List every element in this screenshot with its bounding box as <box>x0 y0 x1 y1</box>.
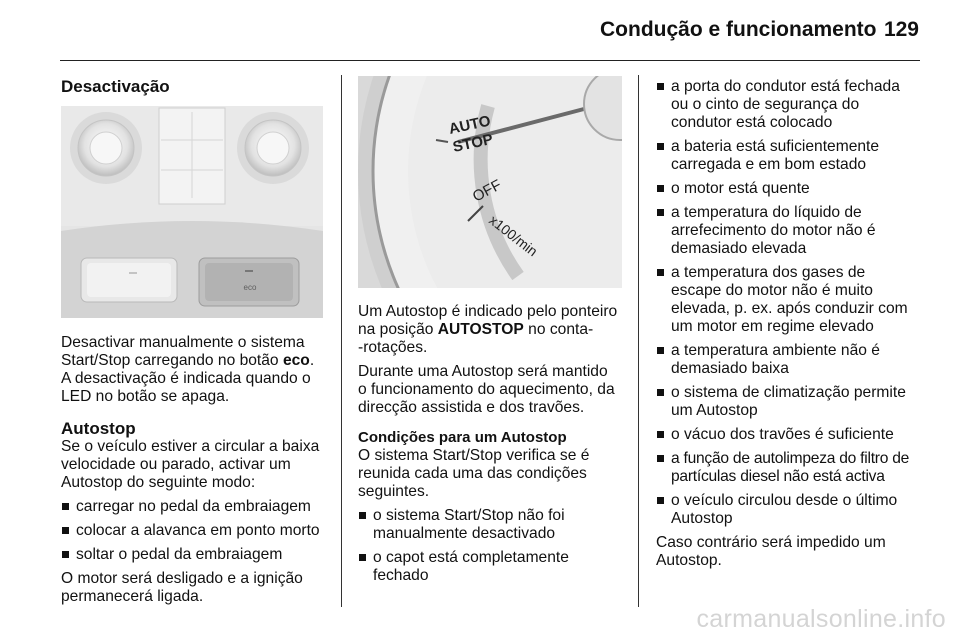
text-line: Caso contrário será impedido um <box>656 534 886 551</box>
text-line: a temperatura do líquido de <box>671 204 862 221</box>
text-line: ou o cinto de segurança do <box>671 96 860 113</box>
list-item: carregar no pedal da embraiagem <box>61 498 331 516</box>
text-line: . <box>309 352 315 369</box>
text-line: A desactivação é indicada quando o <box>61 370 311 387</box>
list-item <box>656 180 926 198</box>
text-line: manualmente desactivado <box>373 525 556 542</box>
text-line: escape do motor não é muito <box>671 282 873 299</box>
autostop-result <box>61 570 331 606</box>
text-line: carregada e em bom estado <box>671 156 867 173</box>
list-item <box>656 138 926 174</box>
text-line: Autostop <box>671 510 733 527</box>
text-line: o vácuo dos travões é suficiente <box>671 426 894 443</box>
gauge-rpm-label: x100/min <box>486 211 541 260</box>
list-item <box>656 450 926 486</box>
text-line: -rotações. <box>358 339 428 356</box>
text-line: a temperatura dos gases de <box>671 264 866 281</box>
text-line: O motor será desligado e a ignição <box>61 570 303 587</box>
autostop-steps <box>61 498 331 564</box>
tachometer-photo <box>358 76 622 288</box>
list-item <box>656 426 926 444</box>
autostop-indication-paragraph <box>358 303 632 357</box>
text-line: o funcionamento do aquecimento, da <box>358 381 615 398</box>
conditions-list-part1 <box>358 507 632 585</box>
text-line: o sistema Start/Stop não foi <box>373 507 565 524</box>
eco-button-label: eco <box>243 283 257 292</box>
text-line: LED no botão se apaga. <box>61 388 230 405</box>
conditions-heading: Condições para um Autostop <box>358 429 567 446</box>
text-line: Se o veículo estiver a circular a baixa <box>61 438 320 455</box>
column-divider-2 <box>638 75 639 607</box>
text-line: no conta- <box>523 321 594 338</box>
autostop-heading: Autostop <box>61 419 136 438</box>
gauge-auto-label: AUTO <box>447 112 493 138</box>
section-title-desactivacao: Desactivação <box>61 77 170 96</box>
text-line: a função de autolimpeza do filtro de <box>671 450 910 467</box>
text-line: Start/Stop carregando no botão <box>61 352 283 369</box>
text-line: um motor em regime elevado <box>671 318 874 335</box>
column-1 <box>61 78 331 96</box>
text-line: fechado <box>373 567 429 584</box>
deactivation-paragraph <box>61 334 331 406</box>
text-line: na posição <box>358 321 438 338</box>
gauge-off-label: OFF <box>469 176 505 206</box>
column-2-text <box>358 303 632 591</box>
text-line: condutor está colocado <box>671 114 833 131</box>
list-item <box>656 204 926 258</box>
console-illustration <box>61 106 323 318</box>
text-line: velocidade ou parado, activar um <box>61 456 291 473</box>
list-item <box>656 342 926 378</box>
list-item <box>656 384 926 420</box>
list-item <box>358 549 632 585</box>
text-line: elevada, p. ex. após conduzir com <box>671 300 908 317</box>
console-button-photo <box>61 106 323 318</box>
text-line: um Autostop <box>671 402 758 419</box>
text-line: o veículo circulou desde o último <box>671 492 898 509</box>
conditions-list-part2 <box>656 78 926 528</box>
text-line: demasiado elevada <box>671 240 807 257</box>
text-line: O sistema Start/Stop verifica se é <box>358 447 590 464</box>
fallback-paragraph <box>656 534 926 570</box>
text-line: demasiado baixa <box>671 360 789 377</box>
text-line: arrefecimento do motor não é <box>671 222 876 239</box>
column-3-text <box>656 78 926 570</box>
text-line: Durante uma Autostop será mantido <box>358 363 608 380</box>
header-title: Condução e funcionamento <box>600 18 877 41</box>
column-1-text <box>61 334 331 606</box>
autostop-systems-paragraph <box>358 363 632 417</box>
text-line: direcção assistida e dos travões. <box>358 399 585 416</box>
eco-keyword: eco <box>282 352 310 369</box>
text-line: a temperatura ambiente não é <box>671 342 880 359</box>
text-line: Autostop. <box>656 552 722 569</box>
list-item: soltar o pedal da embraiagem <box>61 546 331 564</box>
text-line: reunida cada uma das condições <box>358 465 587 482</box>
tachometer-illustration <box>358 76 622 288</box>
text-line: permanecerá ligada. <box>61 588 204 605</box>
text-line: o sistema de climatização permite <box>671 384 906 401</box>
list-item <box>656 492 926 528</box>
header-divider <box>60 60 920 61</box>
watermark[interactable]: carmanualsonline.info <box>696 605 946 633</box>
text-line: o motor está quente <box>671 180 810 197</box>
page-number: 129 <box>883 18 919 41</box>
column-divider-1 <box>341 75 342 607</box>
autostop-intro <box>61 438 331 492</box>
text-line: Um Autostop é indicado pelo ponteiro <box>358 303 618 320</box>
conditions-intro <box>358 447 632 501</box>
list-item <box>656 78 926 132</box>
text-line: a bateria está suficientemente <box>671 138 880 155</box>
text-line: a porta do condutor está fechada <box>671 78 900 95</box>
gauge-stop-label: STOP <box>451 130 495 156</box>
text-line: seguintes. <box>358 483 430 500</box>
list-item: colocar a alavanca em ponto morto <box>61 522 331 540</box>
text-line: partículas diesel não está activa <box>671 468 885 485</box>
text-line: Desactivar manualmente o sistema <box>61 334 305 351</box>
text-line: Autostop do seguinte modo: <box>61 474 256 491</box>
list-item <box>656 264 926 336</box>
autostop-keyword: AUTOSTOP <box>437 321 524 338</box>
text-line: o capot está completamente <box>373 549 569 566</box>
list-item <box>358 507 632 543</box>
